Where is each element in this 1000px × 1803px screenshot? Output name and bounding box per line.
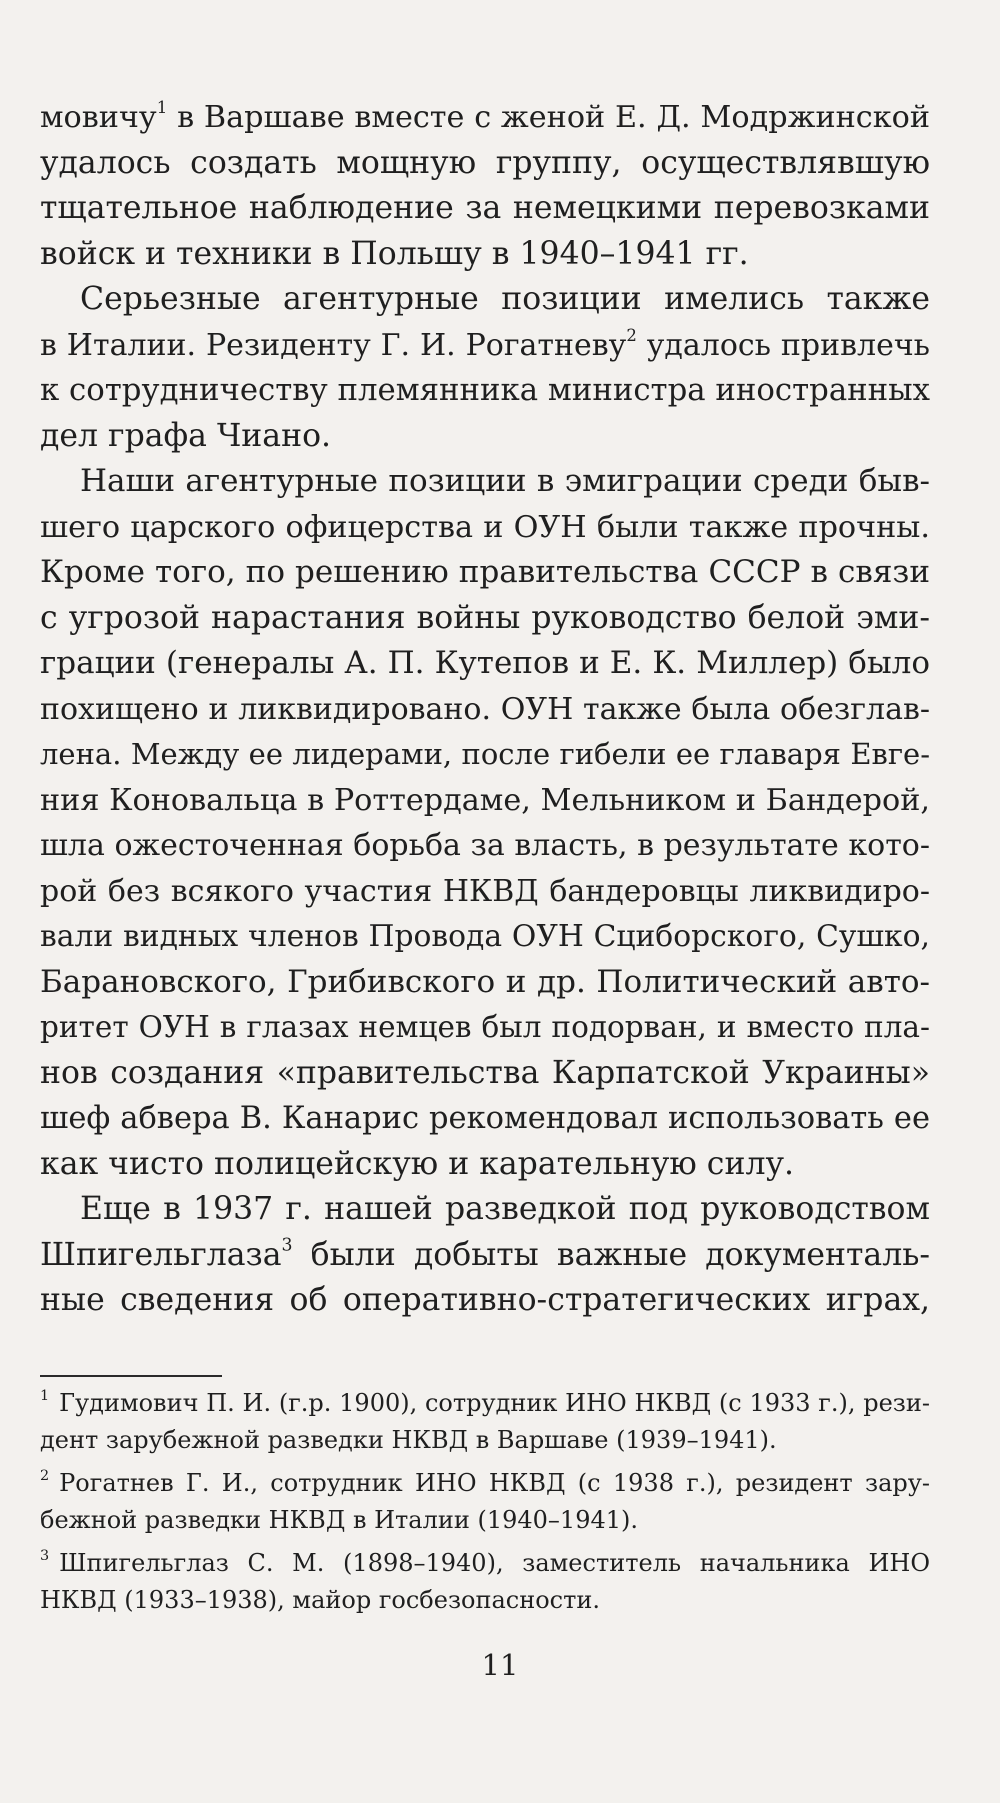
- text-line: удалось создать мощную группу, осуществлявшую: [40, 144, 930, 181]
- text-line: в Италии. Резиденту Г. И. Рогатневу$^2$ удалось привлечь: [40, 325, 930, 363]
- text-line: ния Коновальца в Роттердаме, Мельником и Бандерой,: [40, 782, 930, 818]
- paragraph: [40, 1187, 930, 1324]
- footnote-line: $^1$ Гудимович П. И. (г.р. 1900), сотрудник ИНО НКВД (с 1933 г.), рези-: [40, 1388, 930, 1417]
- text-line: с угрозой нарастания войны руководство белой эми-: [40, 599, 930, 636]
- text-line: лена. Между ее лидерами, после гибели ее главаря Евге-: [40, 737, 930, 771]
- footnote-ref: 2: [626, 325, 637, 345]
- text-line: ные сведения об оперативно-стратегических играх,: [40, 1282, 930, 1318]
- text-line: шла ожесточенная борьба за власть, в результате кото-: [40, 828, 930, 863]
- text-line: Барановского, Грибивского и др. Политический авто-: [40, 963, 930, 1000]
- text-line: Серьезные агентурные позиции имелись также: [80, 281, 930, 317]
- footnote-mark: 1: [40, 1388, 50, 1405]
- text-line: шеф абвера В. Канарис рекомендовал использовать ее: [40, 1101, 930, 1136]
- text-line: дел графа Чиано.: [40, 417, 332, 454]
- text-line: как чисто полицейскую и карательную силу.: [40, 1145, 795, 1182]
- text-line: вали видных членов Провода ОУН Сциборского, Сушко,: [40, 919, 930, 954]
- paragraph: [40, 459, 930, 1187]
- paragraph: [40, 95, 930, 277]
- text-line: мовичу$^1$ в Варшаве вместе с женой Е. Д. Модржинской: [40, 97, 930, 135]
- text-line: рой без всякого участия НКВД бандеровцы ликвидиро-: [40, 873, 930, 909]
- footnote-line: $^2$ Рогатнев Г. И., сотрудник ИНО НКВД (с 1938 г.), резидент зару-: [40, 1468, 930, 1497]
- footnote: [40, 1545, 930, 1619]
- footnote-ref: 1: [156, 97, 168, 117]
- text-line: тщательное наблюдение за немецкими перевозками: [40, 190, 930, 226]
- text-line: ритет ОУН в глазах немцев был подорван, и вместо пла-: [40, 1010, 930, 1044]
- text-line: войск и техники в Польшу в 1940–1941 гг.: [40, 235, 749, 272]
- footnote-line: дент зарубежной разведки НКВД в Варшаве (1939–1941).: [40, 1426, 777, 1454]
- page-number: 11: [481, 1648, 519, 1682]
- text-line: шего царского офицерства и ОУН были также прочны.: [40, 509, 930, 545]
- text-line: Наши агентурные позиции в эмиграции среди быв-: [80, 463, 930, 499]
- footnote-line: $^3$ Шпигельглаз С. М. (1898–1940), заместитель начальника ИНО: [40, 1548, 930, 1577]
- text-line: Шпигельглаза$^3$ были добыты важные документаль-: [40, 1234, 930, 1273]
- main-text: [40, 95, 930, 1324]
- text-line: Еще в 1937 г. нашей разведкой под руководством: [80, 1191, 930, 1227]
- footnote-mark: 3: [40, 1548, 50, 1565]
- footnote: [40, 1385, 930, 1459]
- footnote-mark: 2: [40, 1468, 50, 1485]
- footnote-divider: [40, 1375, 222, 1377]
- text-line: нов создания «правительства Карпатской Украины»: [40, 1054, 930, 1091]
- footnote: [40, 1465, 930, 1539]
- footnote-line: НКВД (1933–1938), майор госбезопасности.: [40, 1586, 601, 1614]
- text-line: к сотрудничеству племянника министра иностранных: [40, 372, 930, 408]
- paragraph: [40, 277, 930, 459]
- text-line: похищено и ликвидировано. ОУН также была обезглав-: [40, 691, 930, 727]
- text-line: грации (генералы А. П. Кутепов и Е. К. Миллер) было: [40, 645, 930, 681]
- footnotes: [40, 1385, 930, 1625]
- footnote-line: бежной разведки НКВД в Италии (1940–1941).: [40, 1506, 638, 1534]
- footnote-ref: 3: [281, 1234, 293, 1255]
- text-line: Кроме того, по решению правительства СССР в связи: [40, 554, 930, 590]
